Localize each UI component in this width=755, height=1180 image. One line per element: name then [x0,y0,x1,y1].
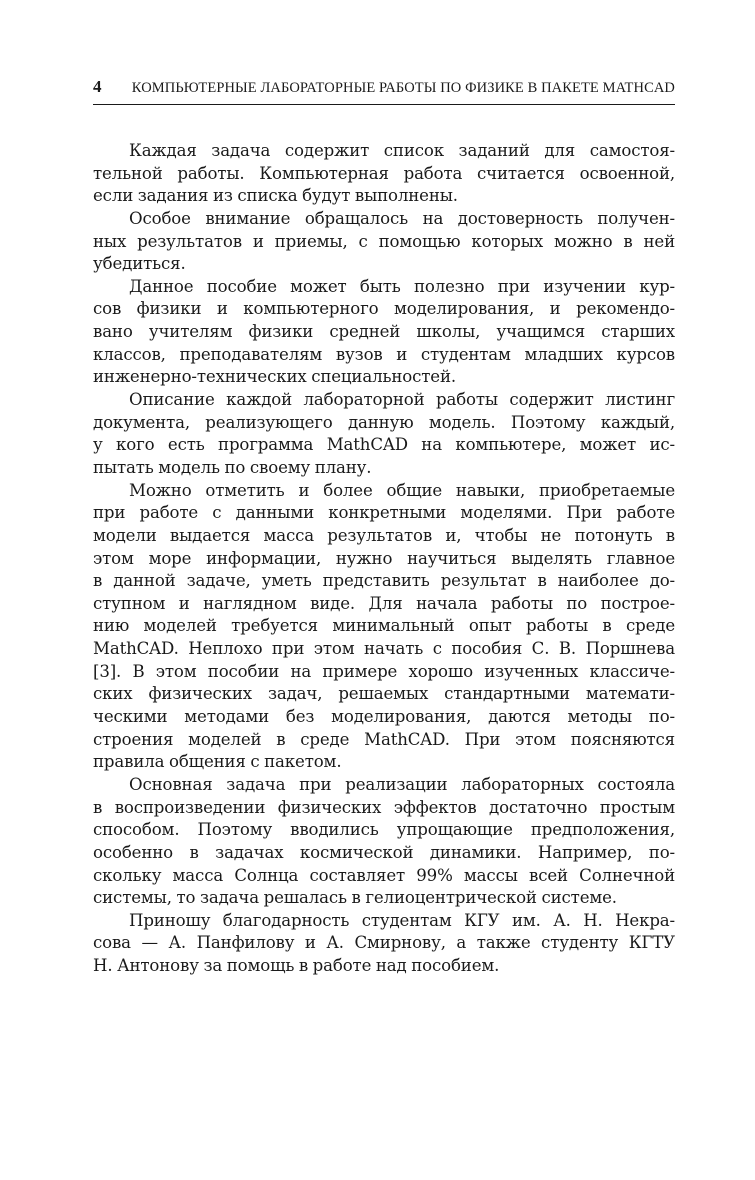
header-rule [93,104,675,105]
text-line: способом. Поэтому вводились упрощающие предположения, [93,820,675,840]
text-line: Приношу благодарность студентам КГУ им. А. Н. Некра- [129,910,675,930]
text-line: у кого есть программа MathCAD на компьютере, может ис- [93,435,675,455]
text-line: системы, то задача решалась в гелиоцентрической системе. [93,888,617,908]
text-line: сов физики и компьютерного моделирования, и рекомендо- [93,299,675,319]
text-line: в воспроизведении физических эффектов достаточно простым [93,797,675,817]
text-line: ступном и наглядном виде. Для начала работы по построе- [93,593,675,613]
body-text [93,140,675,978]
text-line: если задания из списка будут выполнены. [93,186,458,206]
text-line: Описание каждой лабораторной работы содержит листинг [129,390,675,410]
text-line: [3]. В этом пособии на примере хорошо изученных классиче- [93,661,675,681]
text-line: Данное пособие может быть полезно при изучении кур- [129,276,675,296]
text-line: Можно отметить и более общие навыки, приобретаемые [129,480,675,500]
text-line: в данной задаче, уметь представить результат в наиболее до- [93,571,675,591]
text-line: особенно в задачах космической динамики. Например, по- [93,842,675,862]
text-line: тельной работы. Компьютерная работа считается освоенной, [93,163,675,183]
text-line: инженерно-технических специальностей. [93,367,456,387]
text-line: классов, преподавателям вузов и студентам младших курсов [93,344,675,364]
text-line: сова — А. Панфилову и А. Смирнову, а также студенту КГТУ [93,933,675,953]
text-line: документа, реализующего данную модель. Поэтому каждый, [93,412,675,432]
text-line: этом море информации, нужно научиться выделять главное [93,548,675,568]
text-line: вано учителям физики средней школы, учащимся старших [93,322,675,342]
text-line: Основная задача при реализации лабораторных состояла [129,774,675,794]
text-line: при работе с данными конкретными моделями. При работе [93,503,675,523]
page-number: 4 [93,77,102,96]
text-line: пытать модель по своему плану. [93,457,372,477]
text-line: убедиться. [93,254,186,274]
text-line: Каждая задача содержит список заданий для самостоя- [129,141,675,160]
text-line: нию моделей требуется минимальный опыт работы в среде [93,616,675,636]
text-line: ских физических задач, решаемых стандартными математи- [93,684,675,704]
text-line: модели выдается масса результатов и, чтобы не потонуть в [93,525,675,545]
text-line: Особое внимание обращалось на достоверность получен- [129,208,675,228]
text-line: строения моделей в среде MathCAD. При этом поясняются [93,729,675,749]
running-header [93,77,675,99]
text-line: ных результатов и приемы, с помощью которых можно в ней [93,231,675,251]
text-line: ческими методами без моделирования, даются методы по- [93,707,675,727]
text-line: правила общения с пакетом. [93,752,342,772]
text-line: Н. Антонову за помощь в работе над пособием. [93,956,500,976]
text-line: скольку масса Солнца составляет 99% массы всей Солнечной [93,865,675,885]
text-line: MathCAD. Неплохо при этом начать с пособия С. В. Поршнева [93,639,675,659]
running-title: КОМПЬЮТЕРНЫЕ ЛАБОРАТОРНЫЕ РАБОТЫ ПО ФИЗИКЕ В ПАКЕТЕ MATHCAD [131,80,675,96]
